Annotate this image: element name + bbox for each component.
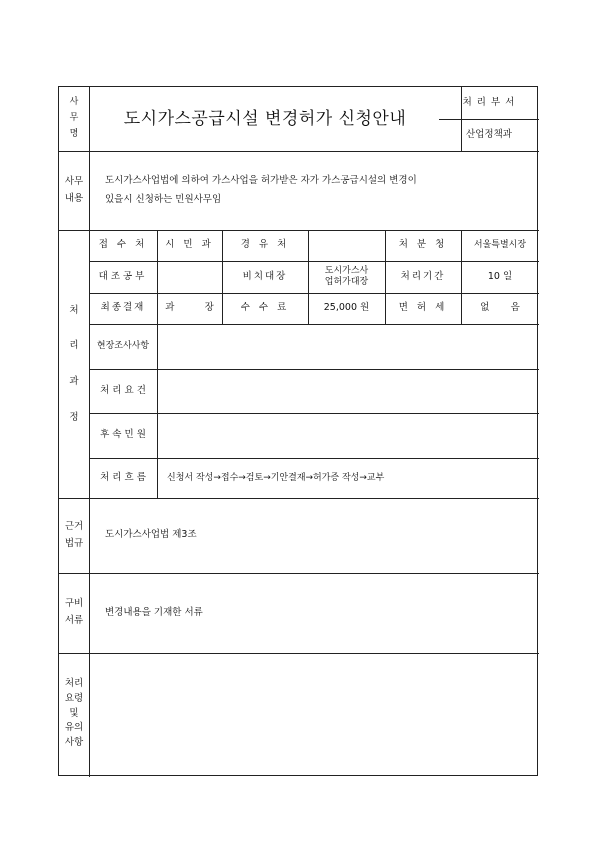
requirements-value bbox=[169, 369, 529, 413]
required-documents-text: 변경내용을 기재한 서류 bbox=[105, 606, 203, 618]
site-survey-label: 현장조사사항 bbox=[96, 341, 150, 352]
license-tax-value: 없 음 bbox=[480, 302, 520, 314]
flow-value: 신청서 작성→접수→검토→기안결재→허가증 작성→교부 bbox=[167, 472, 385, 483]
followup-label: 후 속 민 원 bbox=[100, 429, 146, 441]
process-label: 처 리 과 정 bbox=[69, 304, 79, 423]
followup-value bbox=[169, 413, 529, 458]
legal-basis-text: 도시가스사업법 제3조 bbox=[105, 529, 197, 541]
department-value: 산업정책과 bbox=[466, 128, 512, 140]
final-approver-value: 과 장 bbox=[165, 302, 214, 314]
required-documents-label: 구비 서류 bbox=[64, 598, 84, 626]
fee-label: 수 수 료 bbox=[240, 302, 290, 314]
requirements-label: 처 리 요 건 bbox=[100, 384, 146, 396]
content-label: 사무 내용 bbox=[64, 175, 84, 204]
site-survey-value bbox=[169, 324, 529, 369]
receive-office-value: 시 민 과 bbox=[165, 239, 214, 251]
fee-value: 25,000 원 bbox=[323, 302, 370, 314]
license-tax-label: 면 허 세 bbox=[398, 302, 448, 314]
via-office-value bbox=[308, 230, 385, 261]
processing-period-label: 처리기간 bbox=[400, 270, 446, 282]
legal-basis-label: 근거 법규 bbox=[64, 520, 84, 549]
civil-service-guide-form bbox=[58, 86, 538, 776]
notes-label: 처리 요령 및 유의 사항 bbox=[64, 678, 84, 749]
processing-period-value: 10 일 bbox=[487, 270, 513, 282]
disposing-agency-value: 서울특별시장 bbox=[473, 240, 527, 251]
flow-label: 처 리 흐 름 bbox=[100, 471, 146, 483]
receive-office-label: 접 수 처 bbox=[98, 239, 148, 251]
notes-text bbox=[105, 653, 525, 775]
disposing-agency-label: 처 분 청 bbox=[398, 239, 448, 251]
office-name-label: 사 무 명 bbox=[69, 97, 79, 139]
department-label: 처 리 부 서 bbox=[462, 96, 516, 108]
via-office-label: 경 유 처 bbox=[240, 239, 290, 251]
register-value: 도시가스사 업허가대장 bbox=[324, 266, 369, 287]
ledger-label: 대조공부 bbox=[98, 270, 148, 282]
final-approver-label: 최종결재 bbox=[100, 302, 146, 314]
page-title: 도시가스공급시설 변경허가 신청안내 bbox=[123, 108, 407, 129]
ledger-value bbox=[157, 261, 222, 293]
register-label: 비치대장 bbox=[242, 270, 288, 282]
divider bbox=[157, 324, 158, 498]
content-text: 도시가스사업법에 의하여 가스사업을 허가받은 자가 가스공급시설의 변경이 있을시 신청하는 민원사무임 bbox=[105, 175, 417, 205]
